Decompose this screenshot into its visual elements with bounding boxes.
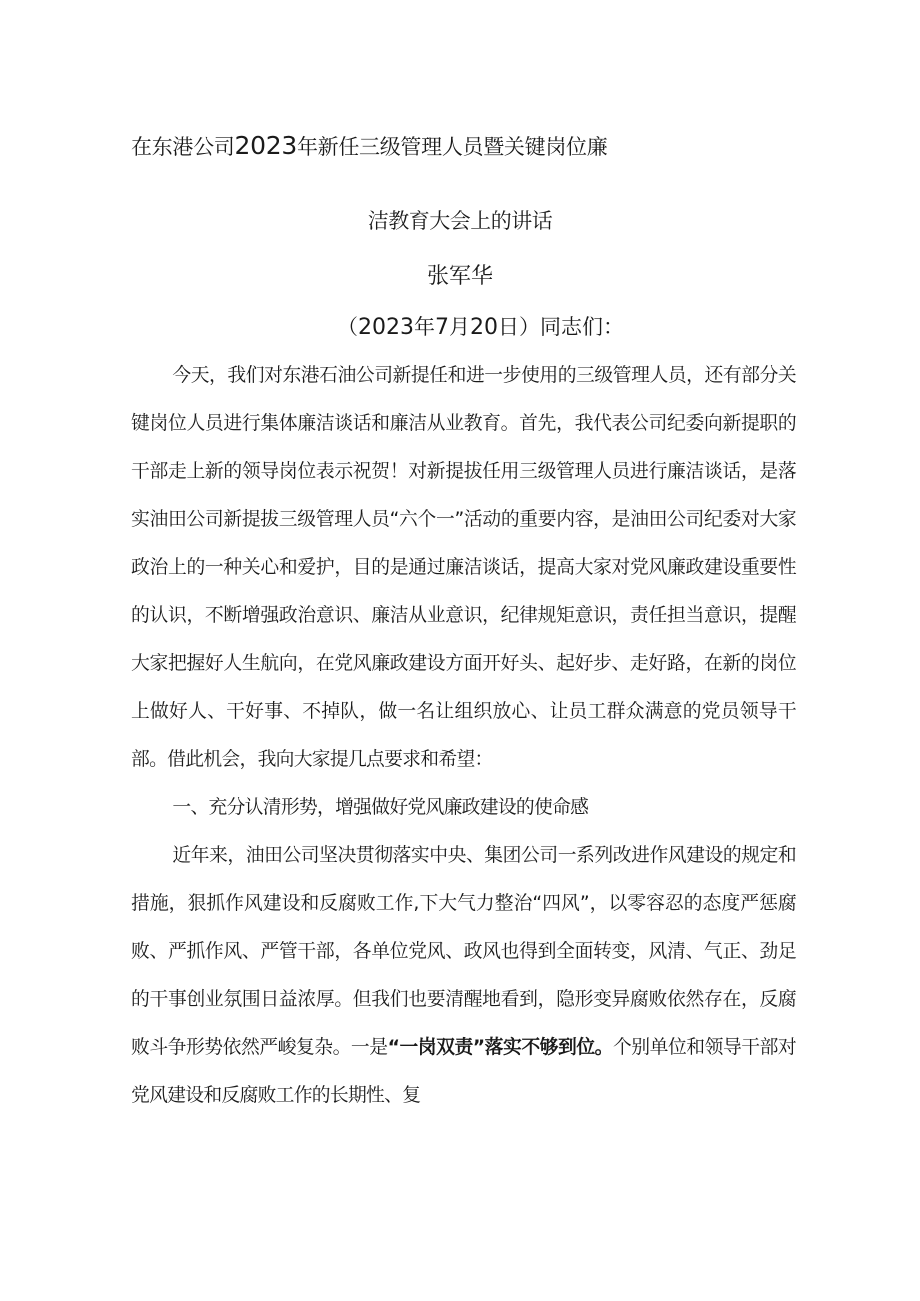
title-part-b: 年新任三级管理人员暨关键岗位廉 <box>296 135 608 159</box>
speech-body <box>131 352 796 1120</box>
document-title-line-1 <box>131 128 607 165</box>
title-part-a: 在东港公司 <box>131 135 235 159</box>
date-day: 20 <box>470 315 498 340</box>
date-and-salutation <box>337 310 624 345</box>
paragraph-situation-emphasis: “一岗双责”落实不够到位。 <box>387 1037 613 1058</box>
date-year: 2023 <box>358 315 414 340</box>
title-year: 2023 <box>234 131 297 160</box>
date-year-label: 年 <box>414 315 435 339</box>
section-heading-1: 一、充分认清形势，增强做好党风廉政建设的使命感 <box>172 797 589 818</box>
paragraph-situation <box>131 832 796 1120</box>
paragraph-situation-continued: 个别单位和领导干部对党风建设和反腐败工作的长期性、复 <box>131 1037 797 1106</box>
paragraph-intro: 今天，我们对东港石油公司新提任和进一步使用的三级管理人员，还有部分关键岗位人员进行集体廉洁谈话和廉洁从业教育。首先，我代表公司纪委向新提职的干部走上新的领导岗位表示祝贺！对新提拔任用三级管理人员进行廉洁谈话，是落实油田公司新提拔三级管理人员“六个一”活动的重要内容，是油田公司纪委对大家政治上的一种关心和爱护，目的是通过廉洁谈话，提高大家对党风廉政建设重要性的认识，不断增强政治意识、廉洁从业意识，纪律规矩意识，责任担当意识，提醒大家把握好人生航向，在党风廉政建设方面开好头、起好步、走好路，在新的岗位上做好人、干好事、不掉队，做一名让组织放心、让员工群众满意的党员领导干部。借此机会，我向大家提几点要求和希望： <box>131 365 796 770</box>
author-name: 张军华 <box>426 264 493 289</box>
document-title-line-2: 洁教育大会上的讲话 <box>367 209 553 233</box>
date-month-label: 月 <box>449 315 470 339</box>
date-open-paren: （ <box>337 315 358 339</box>
date-month: 7 <box>435 315 449 340</box>
date-close-and-salutation: 日）同志们： <box>498 315 624 339</box>
paragraph-situation-text: 近年来，油田公司坚决贯彻落实中央、集团公司一系列改进作风建设的规定和措施，狠抓作风建设和反腐败工作,下大气力整治“四风”，以零容忍的态度严惩腐败、严抓作风、严管干部，各单位党风、政风也得到全面转变，风清、气正、劲足的干事创业氛围日益浓厚。但我们也要清醒地看到，隐形变异腐败依然存在，反腐败斗争形势依然严峻复杂。一是 <box>131 845 796 1058</box>
